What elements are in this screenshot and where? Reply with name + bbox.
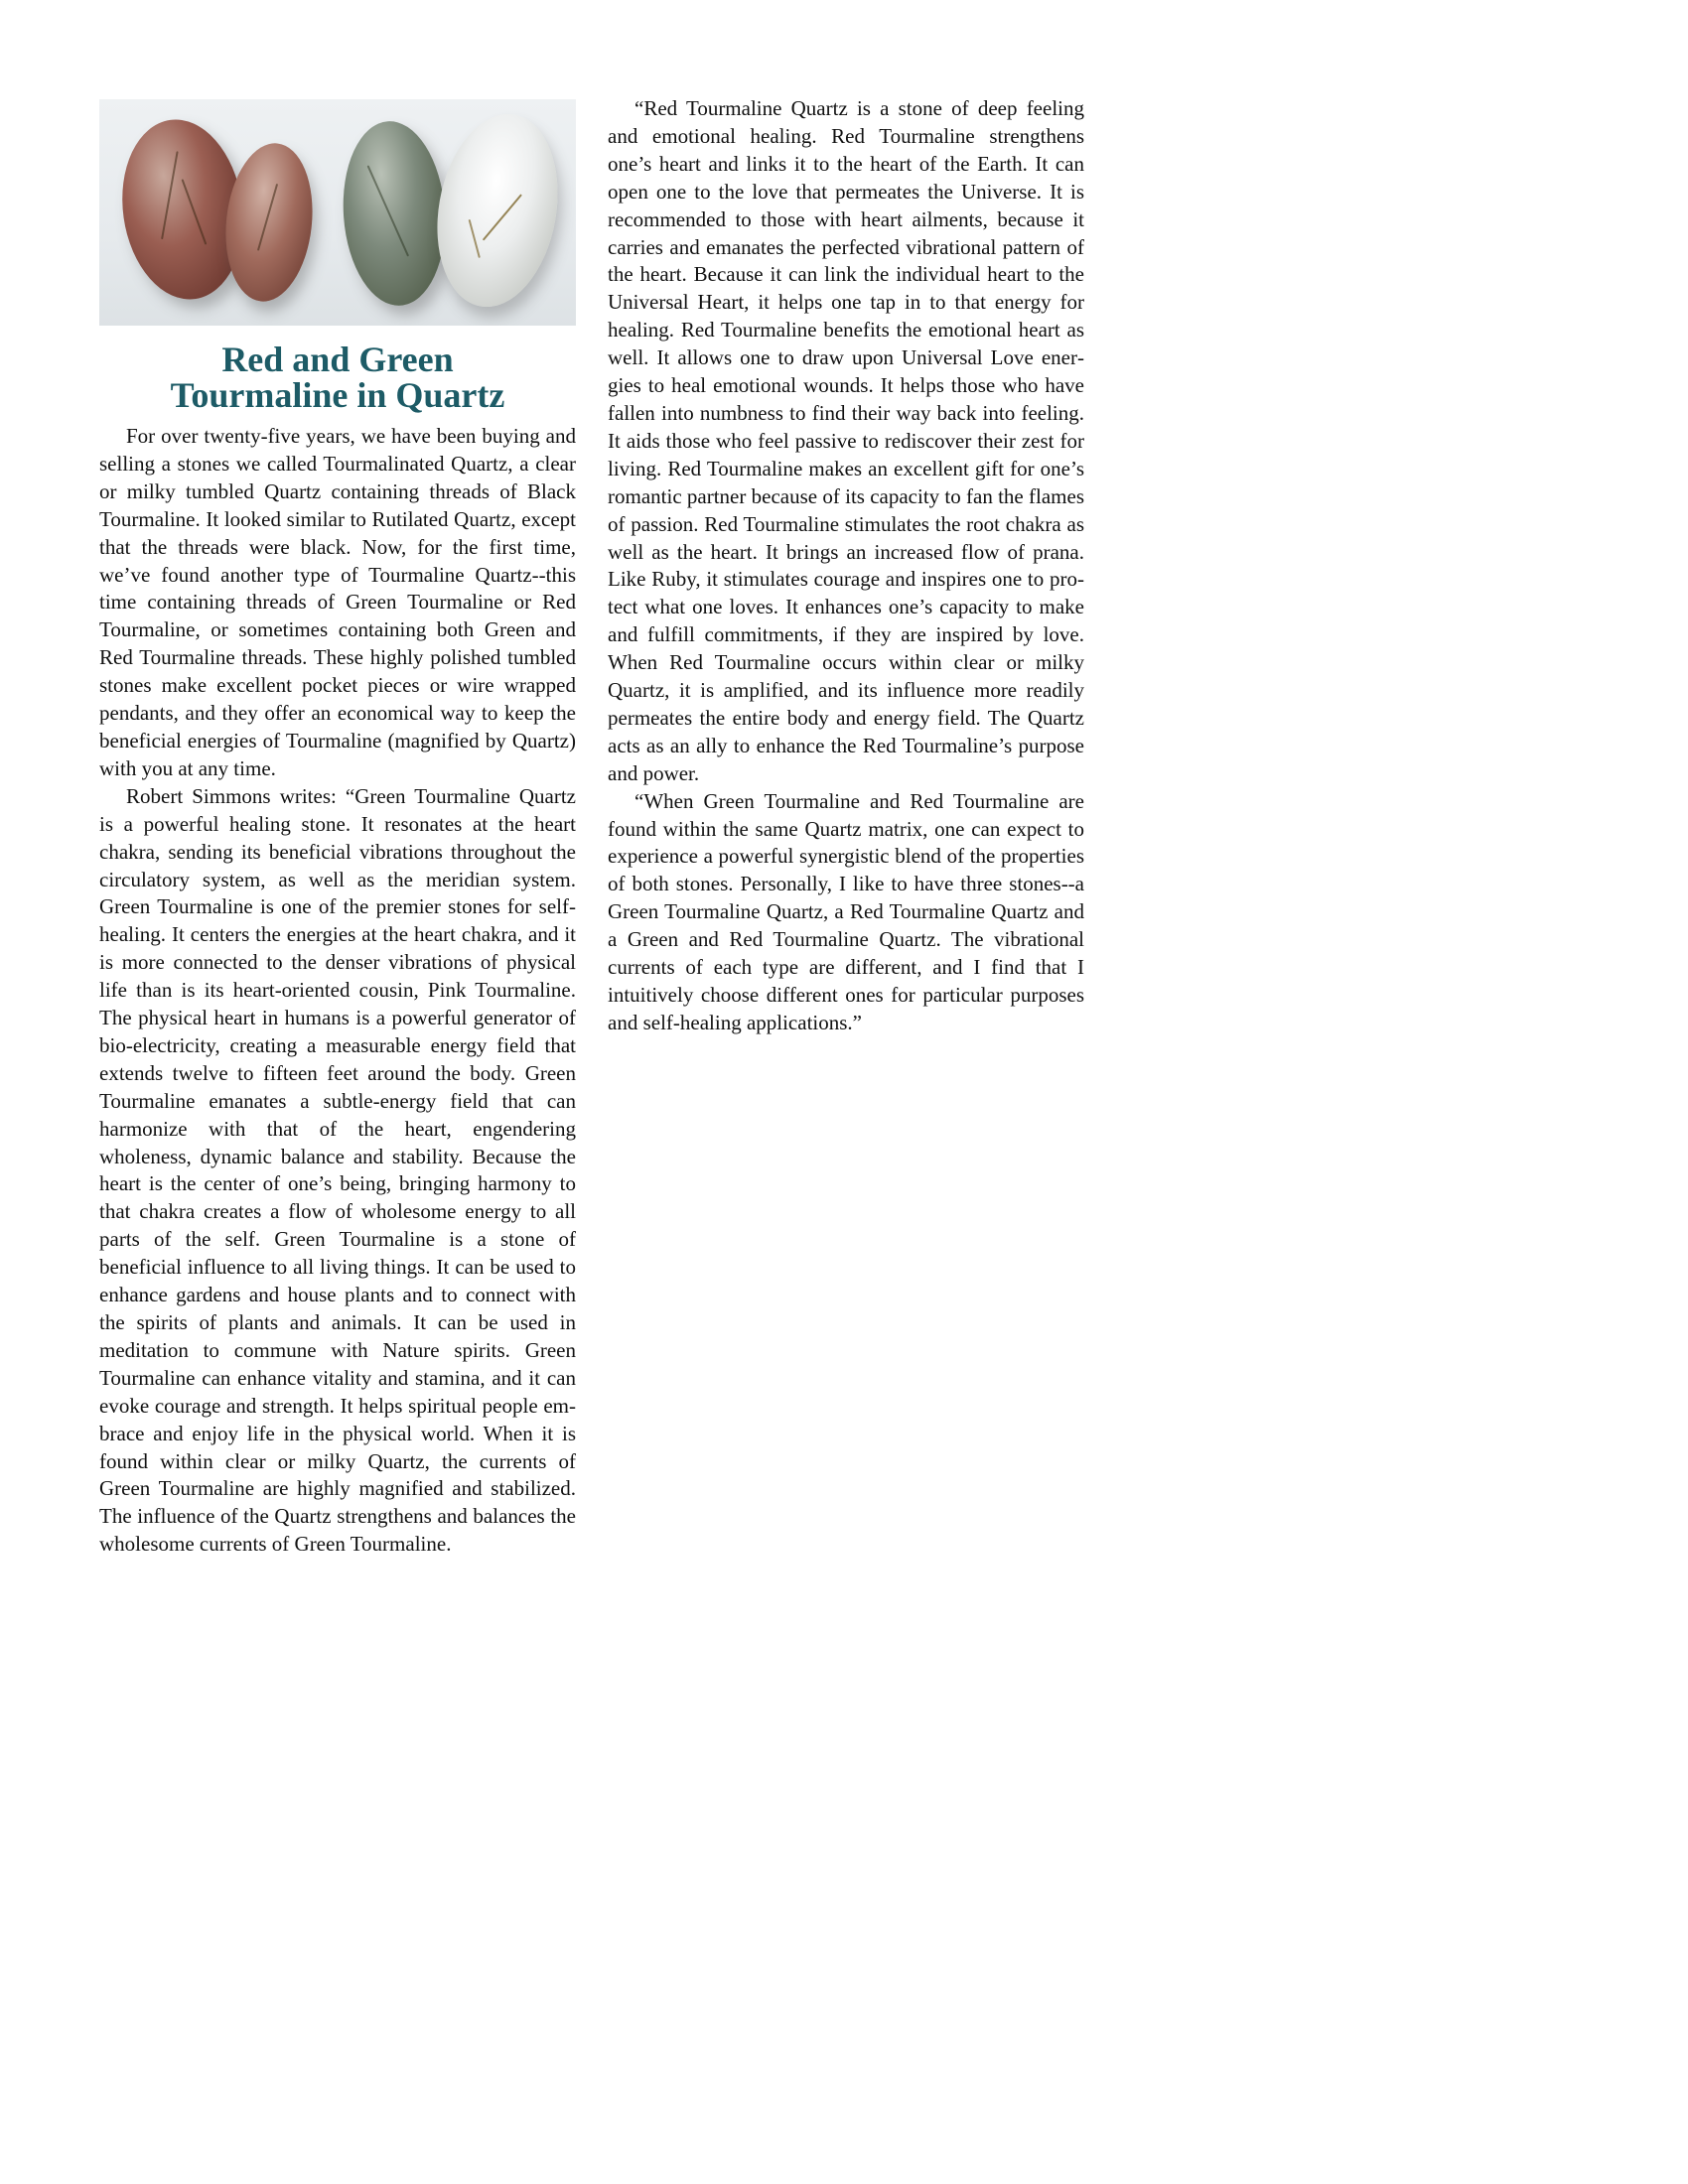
article-title-line-2: Tourmaline in Quartz [170, 375, 505, 415]
green-tourmaline-quartz-stone [338, 118, 452, 310]
left-column-body [99, 423, 576, 1559]
tumbled-tourmaline-quartz-stones-photo [99, 99, 576, 326]
combined-tourmaline-paragraph: “When Green Tourmaline and Red Tourmaline are found within the same Quartz matrix, one can expect to experience a powerful synergistic blend of the properties of both stones. Personally, I like to have three stones--a Green Tourmaline Quartz, a Red Tourmaline Quartz and a Green and Red Tourmaline Quartz. The vibrational currents of each type are different, and I find that I intuitively choose different ones for particular purposes and self-healing applications.” [608, 788, 1084, 1034]
green-tourmaline-paragraph: Robert Simmons writes: “Green Tourmaline Quartz is a powerful healing stone. It resonates at the heart chakra, sending its beneficial vibrations throughout the circulatory system, as well as the meridian system. Green Tourmaline is one of the premier stones for self-healing. It centers the energies at the heart chakra, and it is more connected to the denser vibrations of physical life than is its heart-oriented cousin, Pink Tourmaline. The physical heart in humans is a powerful generator of bio-electricity, creating a measurable energy field that extends twelve to fifteen feet around the body. Green Tourmaline emanates a subtle-energy field that can harmonize with that of the heart, engendering wholeness, dynamic balance and stability. Because the heart is the center of one’s being, bringing harmony to that chakra creates a flow of wholesome energy to all parts of the self. Green Tourmaline is a stone of beneficial influence to all living things. It can be used to enhance gardens and house plants and to connect with the spirits of plants and animals. It can be used in meditation to commune with Nature spirits. Green Tourmaline can enhance vitality and stamina, and it can evoke courage and strength. It helps spiritual people embrace and enjoy life in the physical world. When it is found within clear or milky Quartz, the currents of Green Tourmaline are highly magnified and stabilized. The influence of the Quartz strengthens and balances the wholesome currents of Green Tourmaline. [99, 783, 576, 1557]
red-tourmaline-paragraph: “Red Tourmaline Quartz is a stone of deep feeling and emotional healing. Red Tourmaline strengthens one’s heart and links it to the heart of the Earth. It can open one to the love that permeates the Universe. It is recommended to those with heart ailments, because it carries and emanates the perfected vibrational pattern of the heart. Because it can link the individual heart to the Universal Heart, it helps one tap in to that energy for healing. Red Tourmaline benefits the emotional heart as well. It allows one to draw upon Universal Love energies to heal emotional wounds. It helps those who have fallen into numbness to find their way back into feeling. It aids those who feel passive to rediscover their zest for living. Red Tourmaline makes an excellent gift for one’s romantic partner because of its capacity to fan the flames of passion. Red Tourmaline stimulates the root chakra as well as the heart. It brings an increased flow of prana. Like Ruby, it stimulates courage and inspires one to protect what one loves. It enhances one’s capacity to make and fulfill commitments, if they are inspired by love. When Red Tourmaline occurs within clear or milky Quartz, it is amplified, and its influence more readily permeates the entire body and energy field. The Quartz acts as an ally to enhance the Red Tourmaline’s purpose and power. [608, 96, 1084, 785]
red-tourmaline-quartz-stone-second [218, 139, 320, 306]
clear-quartz-stone-with-threads [423, 104, 572, 317]
right-column-body [608, 95, 1084, 1037]
intro-paragraph: For over twenty-five years, we have been buying and selling a stones we called Tourmalinated Quartz, a clear or milky tumbled Quartz containing threads of Black Tourmaline. It looked similar to Rutilated Quartz, except that the threads were black. Now, for the first time, we’ve found another type of Tourmaline Quartz--this time containing threads of Green Tourmaline or Red Tourmaline, or sometimes containing both Green and Red Tourmaline threads. These highly polished tumbled stones make excellent pocket pieces or wire wrapped pendants, and they offer an economical way to keep the beneficial energies of Tourmaline (magnified by Quartz) with you at any time. [99, 424, 576, 780]
article-title [99, 341, 576, 413]
article-title-line-1: Red and Green [221, 340, 454, 379]
